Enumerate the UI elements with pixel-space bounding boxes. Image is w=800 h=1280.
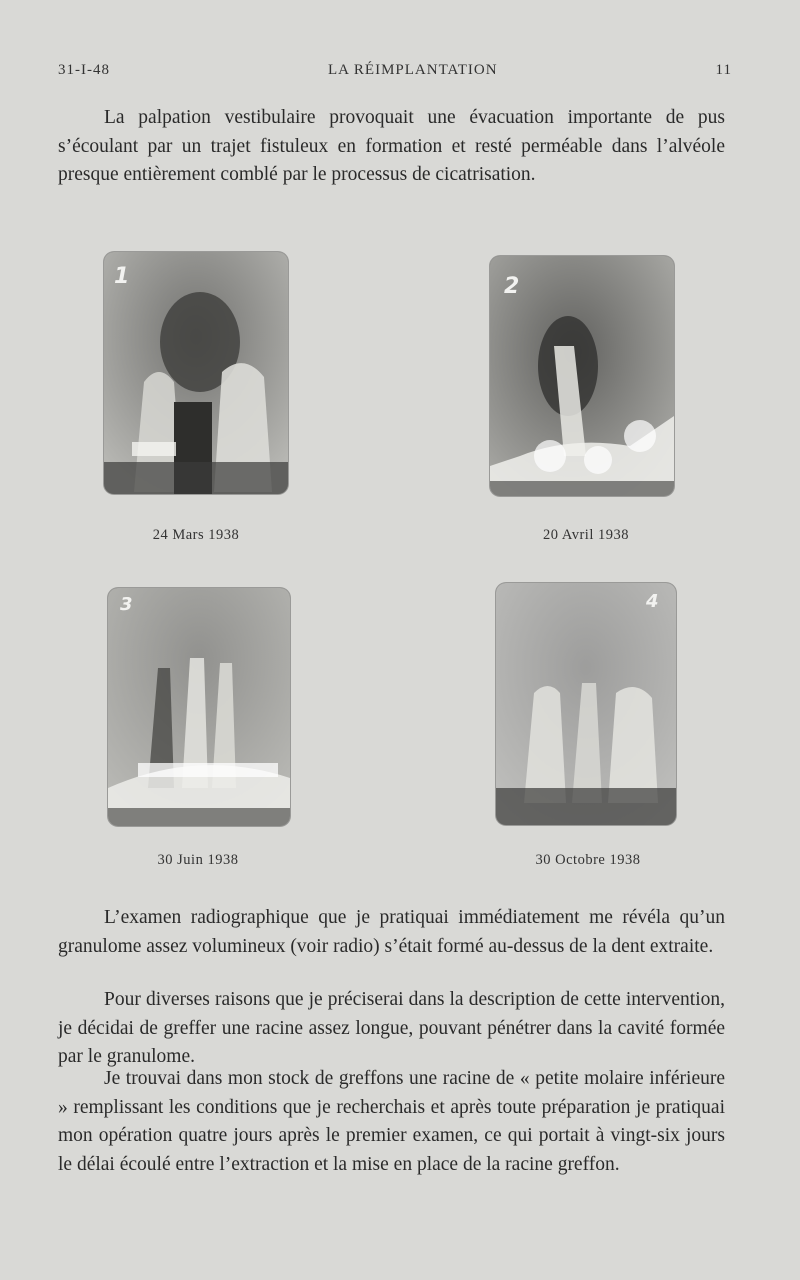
- radiograph-1: [104, 252, 288, 494]
- radiograph-number-1: 1: [114, 264, 130, 289]
- paragraph-greffon: Je trouvai dans mon stock de greffons une racine de « petite molaire inférieure » remplissant les conditions que je recherchais et après toute préparation je pratiquai mon opération quatre jours après le premier examen, ce qui portait à vingt-six jours le délai écoulé entre l’extraction et la mise en place de la racine greffon.: [58, 1068, 725, 1175]
- caption-figure-1: 24 Mars 1938: [152, 527, 240, 543]
- caption-figure-3: 30 Juin 1938: [157, 852, 239, 868]
- header-title: LA RÉIMPLANTATION: [328, 62, 498, 78]
- header-page-number: 11: [715, 62, 732, 78]
- caption-figure-2: 20 Avril 1938: [543, 527, 629, 543]
- radiograph-2: [490, 256, 674, 496]
- running-header: [58, 62, 732, 79]
- radiograph-number-2: 2: [504, 274, 520, 299]
- radiograph-number-4: 4: [646, 591, 659, 612]
- caption-figure-4: 30 Octobre 1938: [535, 852, 641, 868]
- paragraph-raisons: Pour diverses raisons que je préciserai dans la description de cette intervention, je décidai de greffer une racine assez longue, pouvant pénétrer dans la cavité formée par le granulome.: [58, 989, 725, 1067]
- paragraph-examen: L’examen radiographique que je pratiquai immédiatement me révéla qu’un granulome assez volumineux (voir radio) s’était formé au-dessus de la dent extraite.: [58, 907, 725, 957]
- radiograph-number-3: 3: [120, 594, 133, 615]
- header-date: 31-I-48: [58, 62, 110, 78]
- radiograph-4: [496, 583, 676, 825]
- paragraph-palpation: La palpation vestibulaire provoquait une évacuation importante de pus s’écoulant par un trajet fistuleux en formation et resté perméable dans l’alvéole presque entièrement comblé par le processus de cicatrisation.: [58, 107, 725, 185]
- radiograph-3: [108, 588, 290, 826]
